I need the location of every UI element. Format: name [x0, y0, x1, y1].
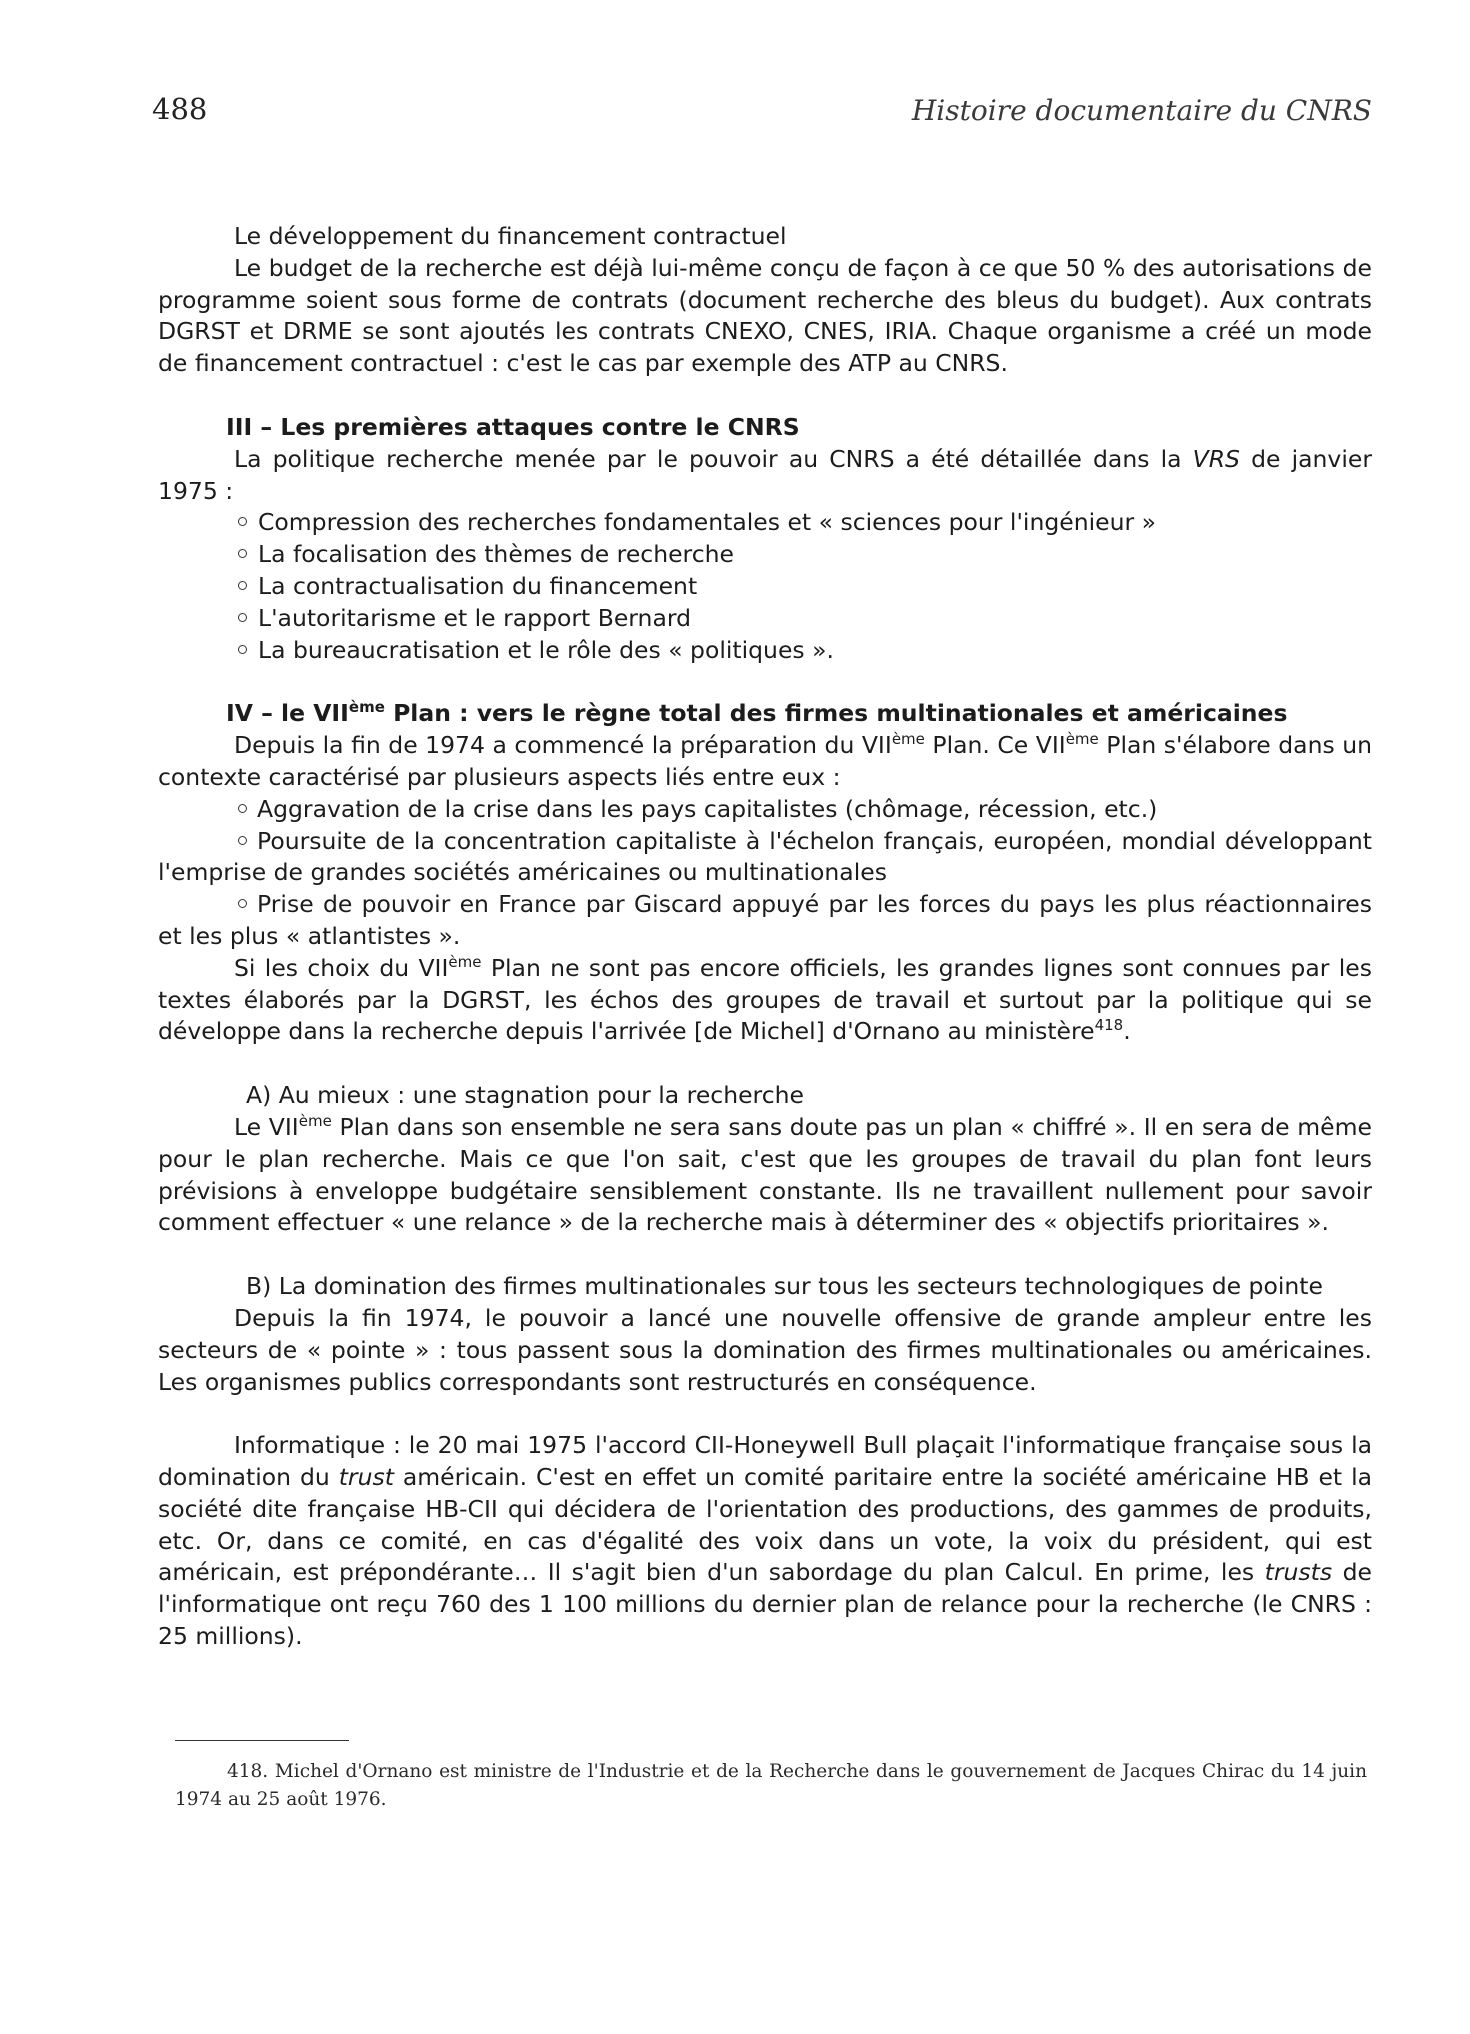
text-span: Plan. Ce VII [924, 731, 1066, 760]
superscript: ème [448, 952, 482, 971]
text-span: Le VII [234, 1112, 299, 1141]
footnote-divider [175, 1740, 349, 1741]
text-span: de janvier 1975 : [158, 444, 1372, 505]
bullet-paragraph [158, 794, 1372, 826]
paragraph-budget: Le budget de la recherche est déjà lui-même conçu de façon à ce que 50 % des autorisations de programme soient sous forme de contrats (document recherche des bleus du budget). Aux contrats DGRST et DRME se sont ajoutés les contrats CNEXO, CNES, IRIA. Chaque organisme a créé un mode de financement contractuel : c'est le cas par exemple des ATP au CNRS. [158, 253, 1372, 378]
text-span: Si les choix du VII [234, 953, 449, 982]
list-item: La focalisation des thèmes de recherche [238, 539, 1372, 571]
emphasis-vrs: VRS [1192, 444, 1240, 473]
paragraph-stagnation [158, 1112, 1372, 1239]
text-span: Prise de pouvoir en France par Giscard appuyé par les forces du pays les plus réactionnaires et les plus « atlantistes ». [158, 890, 1372, 950]
bullet-paragraph [158, 826, 1372, 890]
text-span: IV – le VII [226, 699, 349, 728]
superscript: ème [1065, 730, 1099, 749]
bullet-list-attaques [158, 507, 1372, 666]
superscript: ème [348, 698, 385, 717]
bullet-icon [238, 899, 247, 908]
footnote-418: 418. Michel d'Ornano est ministre de l'Industrie et de la Recherche dans le gouvernement de Jacques Chirac du 14 juin 1974 au 25 août 1976. [175, 1761, 1367, 1810]
paragraph-choix [158, 953, 1372, 1048]
list-item: L'autoritarisme et le rapport Bernard [238, 603, 1372, 635]
section-heading-attaques: III – Les premières attaques contre le CNRS [226, 412, 800, 441]
emphasis-trust: trust [338, 1463, 394, 1492]
section-heading-financement: Le développement du financement contractuel [234, 222, 787, 250]
text-span: Plan ne sont pas encore officiels, les grandes lignes sont connues par les textes élaborés par la DGRST, les échos des groupes de travail et surtout par la politique qui se développe dans la recherche depuis l'arrivée [de Michel] d'Ornano au ministère [158, 953, 1372, 1046]
list-item: La bureaucratisation et le rôle des « politiques ». [238, 635, 1372, 667]
superscript: ème [298, 1111, 332, 1130]
running-head: Histoire documentaire du CNRS [911, 94, 1372, 127]
text-span: Plan s'élabore dans un contexte caractérisé par plusieurs aspects liés entre eux : [158, 731, 1373, 791]
text-span: Aggravation de la crise dans les pays capitalistes (chômage, récession, etc.) [257, 794, 1158, 823]
text-span: Plan : vers le règne total des firmes multinationales et américaines [384, 699, 1288, 728]
list-item: La contractualisation du financement [238, 571, 1372, 603]
paragraph-politique [158, 444, 1372, 508]
subsection-heading-domination: B) La domination des firmes multinationales sur tous les secteurs technologiques de pointe [246, 1272, 1323, 1301]
text-span: de l'informatique ont reçu 760 des 1 100 millions du dernier plan de relance pour la recherche (le CNRS : 25 millions). [158, 1558, 1372, 1651]
paragraph-domination: Depuis la fin 1974, le pouvoir a lancé une nouvelle offensive de grande ampleur entre les secteurs de « pointe » : tous passent sous la domination des firmes multinationales ou américaines. Les organismes publics correspondants sont restructurés en conséquence. [158, 1303, 1372, 1396]
text-span: Poursuite de la concentration capitaliste à l'échelon français, européen, mondial développant l'emprise de grandes sociétés américaines ou multinationales [158, 826, 1372, 887]
text-span: américain. C'est en effet un comité paritaire entre la société américaine HB et la société dite française HB-CII qui décidera de l'orientation des productions, des gammes de produits, etc. Or, dans ce comité, en cas d'égalité des voix dans un vote, la voix du président, qui est américain, est prépondérante… Il s'agit bien d'un sabordage du plan Calcul. En prime, les [158, 1463, 1372, 1587]
superscript: ème [891, 730, 925, 749]
paragraph-informatique [158, 1430, 1372, 1653]
text-span: Informatique : le 20 mai 1975 l'accord CII-Honeywell Bull plaçait l'informatique française sous la domination du [158, 1431, 1372, 1492]
text-span: La politique recherche menée par le pouvoir au CNRS a été détaillée dans la [234, 444, 1193, 473]
text-span: Plan dans son ensemble ne sera sans doute pas un plan « chiffré ». Il en sera de même pour le plan recherche. Mais ce que l'on sait, c'est que les groupes de travail du plan font leurs prévisions à enveloppe budgétaire sensiblement constante. Ils ne travaillent nullement pour savoir comment effectuer « une relance » de la recherche mais à déterminer des « objectifs prioritaires ». [158, 1112, 1372, 1237]
section-heading-plan [158, 698, 1372, 730]
footnote-reference: 418 [1094, 1016, 1124, 1035]
page-number: 488 [152, 92, 208, 126]
emphasis-trusts: trusts [1264, 1558, 1333, 1587]
list-item: Compression des recherches fondamentales et « sciences pour l'ingénieur » [238, 507, 1372, 539]
bullet-icon [238, 804, 247, 813]
bullet-icon [238, 836, 247, 845]
text-span: . [1123, 1017, 1131, 1046]
paragraph-preparation [158, 730, 1372, 794]
body-text [158, 221, 1372, 1653]
bullet-paragraph [158, 889, 1372, 953]
subsection-heading-stagnation: A) Au mieux : une stagnation pour la recherche [246, 1081, 804, 1110]
footnote [175, 1758, 1367, 1814]
text-span: Depuis la fin de 1974 a commencé la préparation du VII [234, 731, 892, 760]
